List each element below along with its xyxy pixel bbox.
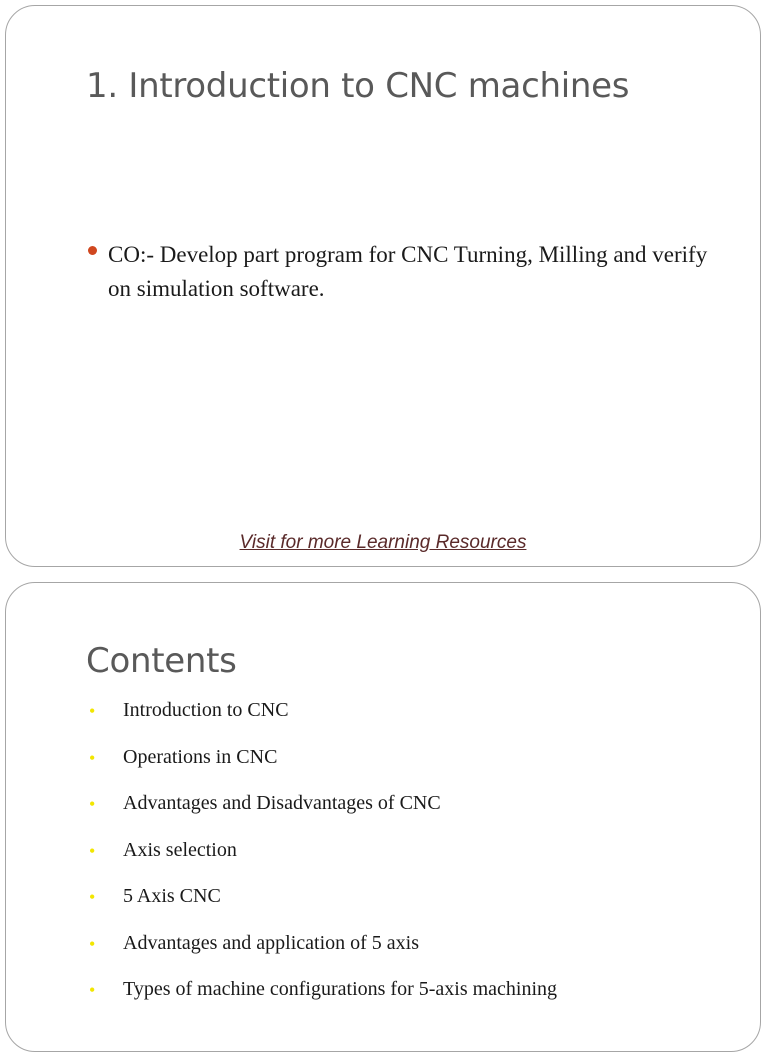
learning-resources-link[interactable]: Visit for more Learning Resources bbox=[239, 532, 527, 553]
list-item-label: Axis selection bbox=[123, 838, 237, 861]
bullet-dot-icon: • bbox=[89, 840, 96, 861]
list-item bbox=[86, 792, 557, 839]
list-item-label: Operations in CNC bbox=[123, 745, 278, 768]
slide-2 bbox=[5, 582, 761, 1052]
slide-1 bbox=[5, 5, 761, 567]
list-item-label: 5 Axis CNC bbox=[123, 885, 221, 907]
bullet-dot-icon: • bbox=[89, 701, 96, 721]
list-item-label: Types of machine configurations for 5-axis machining bbox=[123, 978, 558, 1000]
list-item bbox=[86, 839, 557, 886]
bullet-text: CO:- Develop part program for CNC Turning, Milling and verify on simulation software. bbox=[108, 242, 708, 301]
bullet-dot-icon: • bbox=[89, 794, 96, 814]
list-item bbox=[86, 932, 557, 979]
list-item bbox=[86, 978, 557, 1025]
list-item bbox=[86, 746, 557, 793]
list-item-label: Introduction to CNC bbox=[123, 699, 289, 721]
list-item-label: Advantages and Disadvantages of CNC bbox=[123, 792, 441, 814]
bullet-dot-icon: • bbox=[89, 933, 96, 954]
bullet-dot-icon: • bbox=[89, 747, 96, 768]
list-item-label: Advantages and application of 5 axis bbox=[123, 931, 420, 954]
bullet-dot-icon: • bbox=[89, 887, 96, 907]
slide-title: 1. Introduction to CNC machines bbox=[86, 66, 630, 106]
list-item bbox=[86, 885, 557, 932]
list-item bbox=[86, 699, 557, 746]
bullet-item bbox=[86, 238, 726, 306]
contents-list bbox=[86, 699, 557, 1025]
bullet-dot-icon bbox=[88, 246, 97, 255]
contents-title: Contents bbox=[86, 641, 237, 681]
bullet-dot-icon: • bbox=[89, 980, 96, 1000]
